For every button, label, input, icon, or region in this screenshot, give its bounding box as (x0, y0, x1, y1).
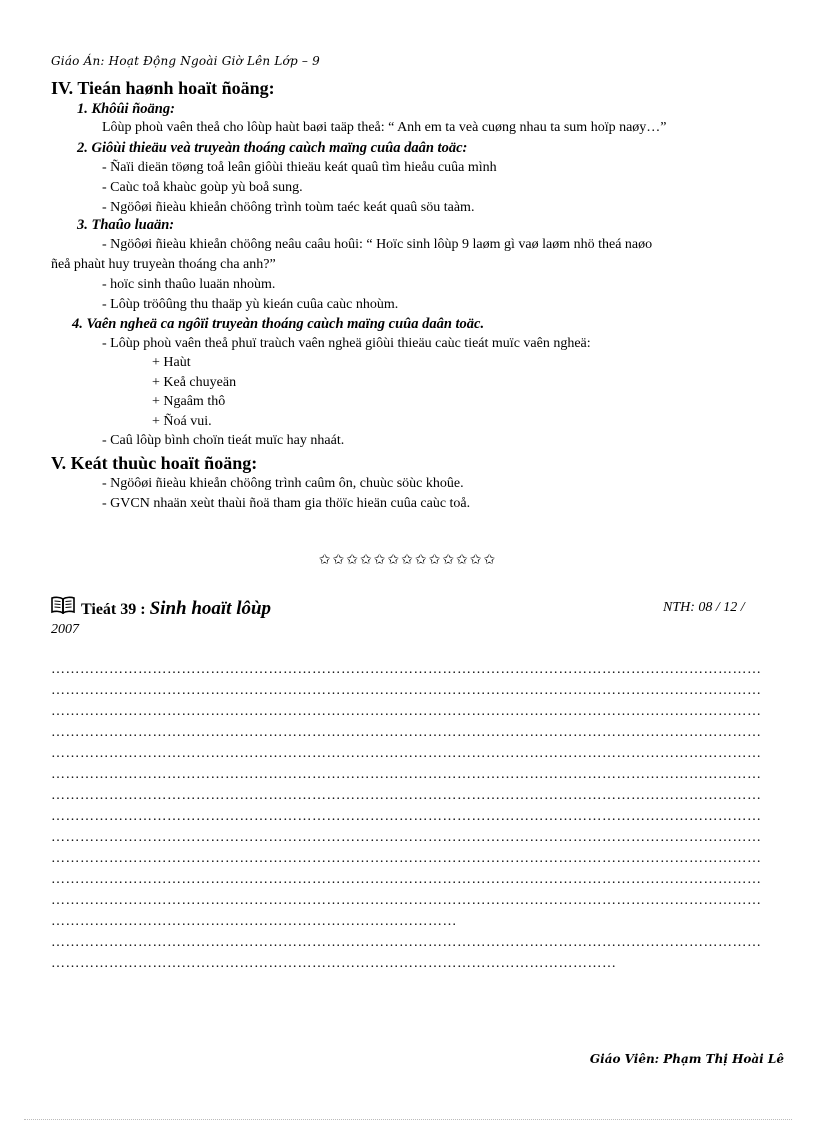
dotted-line: ………………………………………………………………………………………………………………………………… (51, 809, 762, 824)
subsection-4-item-4: + Ñoá vui. (152, 414, 212, 429)
section-v-line-1: - Ngöôøi ñieàu khieån chöông trình caûm ôn, chuùc söùc khoûe. (102, 476, 464, 491)
dotted-line: ………………………………………………………………………………………………………………………………… (51, 893, 762, 908)
subsection-4-line-2: - Caû lôùp bình choïn tieát muïc hay nhaát. (102, 433, 345, 448)
subsection-3-title: 3. Thaûo luaän: (77, 217, 175, 233)
subsection-4-line-1: - Lôùp phoù vaên theå phuï traùch vaên ngheä giôùi thieäu caùc tieát muïc vaên ngheä: (102, 336, 591, 351)
dotted-line: ………………………………………………………………………………………………………………………………… (51, 704, 762, 719)
lesson-date: NTH: 08 / 12 / (663, 600, 745, 615)
page-bottom-rule (24, 1119, 792, 1120)
lesson-label: Tieát 39 : (81, 601, 146, 618)
dotted-line: ……………………………………………………………………………………………………… (51, 956, 617, 971)
subsection-4-title: 4. Vaên ngheä ca ngôïi truyeàn thoáng caùch maïng cuûa daân toäc. (72, 316, 485, 332)
subsection-1-title: 1. Khôûi ñoäng: (77, 101, 175, 117)
subsection-2-title: 2. Giôùi thieäu veà truyeàn thoáng caùch maïng cuûa daân toäc: (77, 140, 468, 156)
lesson-title: Sinh hoaït lôùp (149, 598, 272, 619)
subsection-4-item-3: + Ngaâm thô (152, 394, 226, 409)
subsection-1-line: Lôùp phoù vaên theå cho lôùp haùt baøi taäp theå: “ Anh em ta veà cuøng nhau ta sum hoïp naøy…” (102, 120, 667, 135)
section-iv-title: IV. Tieán haønh hoaït ñoäng: (51, 78, 275, 98)
subsection-3-line-3: - hoïc sinh thaûo luaän nhoùm. (102, 277, 276, 292)
dotted-line: ………………………………………………………………………………………………………………………………… (51, 830, 762, 845)
open-book-icon (51, 596, 75, 619)
subsection-2-line-3: - Ngöôøi ñieàu khieån chöông trình toùm taéc keát quaû söu taàm. (102, 200, 475, 215)
subsection-3-line-2: ñeå phaùt huy truyeàn thoáng cha anh?” (51, 257, 276, 272)
dotted-line: ………………………………………………………………………………………………………………………………… (51, 935, 762, 950)
lesson-year: 2007 (51, 622, 79, 637)
subsection-2-line-1: - Ñaïi dieän töøng toå leân giôùi thieäu keát quaû tìm hieåu cuûa mình (102, 160, 497, 175)
dotted-line: ………………………………………………………………………………………………………………………………… (51, 725, 762, 740)
dotted-line: ………………………………………………………………………… (51, 914, 457, 929)
star-divider: ✩✩✩✩✩✩✩✩✩✩✩✩✩ (318, 553, 498, 568)
teacher-signature: Giáo Viên: Phạm Thị Hoài Lê (589, 1052, 784, 1066)
dotted-line: ………………………………………………………………………………………………………………………………… (51, 851, 762, 866)
section-v-title: V. Keát thuùc hoaït ñoäng: (51, 453, 258, 473)
dotted-line: ………………………………………………………………………………………………………………………………… (51, 746, 762, 761)
page-header: Giáo Án: Hoạt Động Ngoài Giờ Lên Lớp – 9 (51, 54, 320, 68)
subsection-3-line-1: - Ngöôøi ñieàu khieån chöông neâu caâu hoûi: “ Hoïc sinh lôùp 9 laøm gì vaø laøm nhö theá naøo (102, 237, 653, 252)
subsection-3-line-4: - Lôùp tröôûng thu thaäp yù kieán cuûa caùc nhoùm. (102, 297, 399, 312)
dotted-line: ………………………………………………………………………………………………………………………………… (51, 767, 762, 782)
subsection-4-item-1: + Haùt (152, 355, 191, 370)
subsection-2-line-2: - Caùc toå khaùc goùp yù boå sung. (102, 180, 303, 195)
dotted-line: ………………………………………………………………………………………………………………………………… (51, 872, 762, 887)
subsection-4-item-2: + Keå chuyeän (152, 375, 237, 390)
lesson-heading (51, 596, 271, 620)
dotted-line: ………………………………………………………………………………………………………………………………… (51, 662, 762, 677)
section-v-line-2: - GVCN nhaän xeùt thaùi ñoä tham gia thöïc hieän cuûa caùc toå. (102, 496, 471, 511)
dotted-line: ………………………………………………………………………………………………………………………………… (51, 788, 762, 803)
dotted-line: ………………………………………………………………………………………………………………………………… (51, 683, 762, 698)
